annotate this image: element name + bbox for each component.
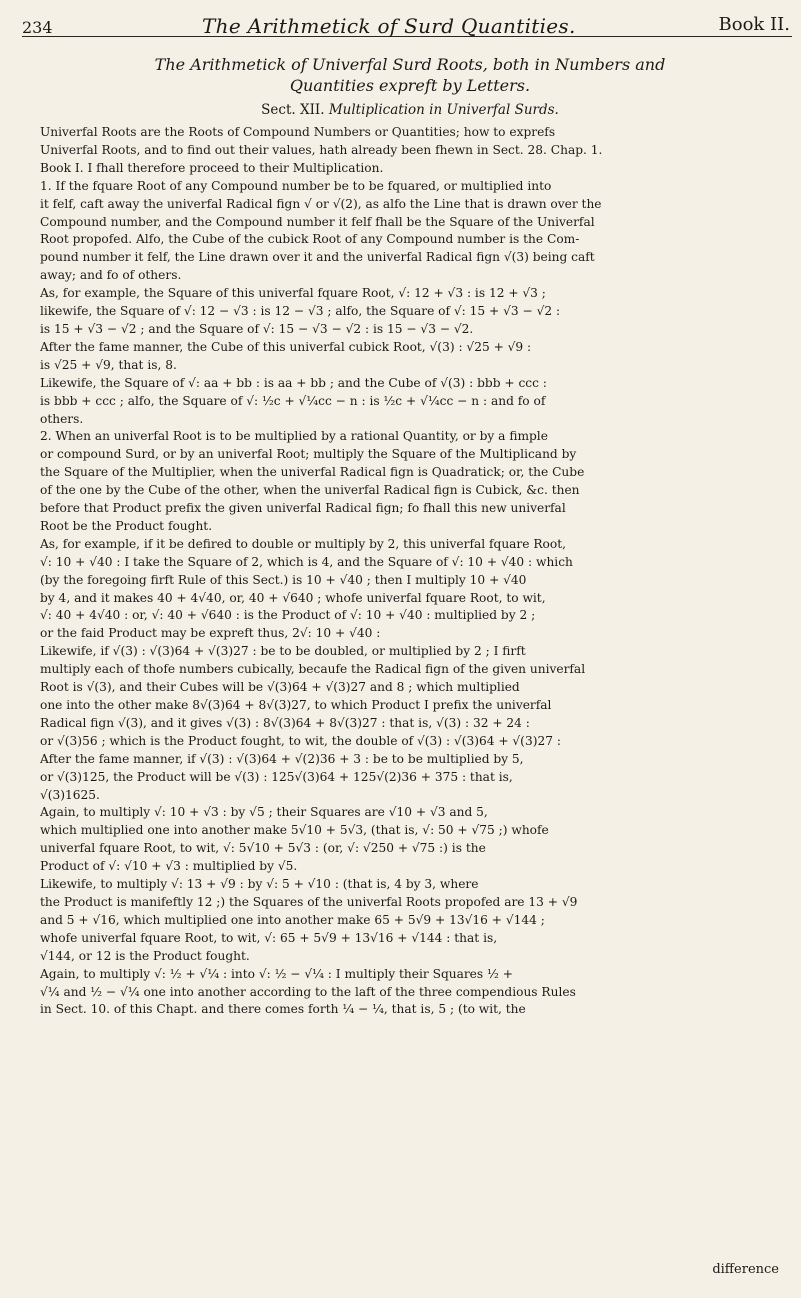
text-line: or the faid Product may be expreft thus, 2√: 10 + √40 :	[40, 626, 381, 641]
text-line: Root propofed. Alfo, the Cube of the cubick Root of any Compound number is the Com-	[40, 232, 580, 247]
text-line: Univerfal Roots are the Roots of Compound Numbers or Quantities; how to exprefs	[40, 125, 556, 139]
text-line: Product of √: √10 + √3 : multiplied by √5.	[40, 859, 298, 874]
text-line: √(3)1625.	[40, 787, 100, 802]
catchword: difference	[712, 1262, 779, 1277]
text-line: After the fame manner, if √(3) : √(3)64 + √(2)36 + 3 : be to be multiplied by 5,	[40, 751, 524, 766]
text-line: is √25 + √9, that is, 8.	[40, 357, 177, 372]
book-label: Book II.	[718, 14, 790, 35]
text-line: pound number it felf, the Line drawn over it and the univerfal Radical fign √(3) being caft	[40, 250, 595, 265]
text-line: Likewife, to multiply √: 13 + √9 : by √: 5 + √10 : (that is, 4 by 3, where	[40, 877, 479, 892]
text-line: Book I. I fhall therefore proceed to their Multiplication.	[40, 160, 384, 175]
text-line: (by the foregoing firft Rule of this Sect.) is 10 + √40 ; then I multiply 10 + √40	[40, 572, 527, 587]
text-line: is 15 + √3 − √2 ; and the Square of √: 15 − √3 − √2 : is 15 − √3 − √2.	[40, 321, 474, 336]
text-line: or compound Surd, or by an univerfal Root; multiply the Square of the Multiplicand by	[40, 447, 577, 462]
running-header	[22, 6, 792, 37]
text-line: As, for example, the Square of this univerfal fquare Root, √: 12 + √3 : is 12 + √3 ;	[40, 286, 546, 301]
text-line: Root is √(3), and their Cubes will be √(3)64 + √(3)27 and 8 ; which multiplied	[40, 680, 520, 695]
section-title: Multiplication in Univerfal Surds.	[328, 102, 559, 118]
chapter-title	[30, 54, 790, 96]
text-line: before that Product prefix the given univerfal Radical fign; fo fhall this new univerfal	[40, 501, 566, 516]
section-heading	[30, 102, 790, 118]
text-line: Likewife, if √(3) : √(3)64 + √(3)27 : be to be doubled, or multiplied by 2 ; I firft	[40, 644, 526, 659]
running-title: The Arithmetick of Surd Quantities.	[202, 14, 576, 38]
text-line: the Product is manifeftly 12 ;) the Squares of the univerfal Roots propofed are 13 + √9	[40, 894, 578, 909]
text-line: by 4, and it makes 40 + 4√40, or, 40 + √640 ; whofe univerfal fquare Root, to wit,	[40, 590, 546, 605]
text-line: √¼ and ½ − √¼ one into another according to the laft of the three compendious Rules	[40, 984, 576, 999]
text-line: Likewife, the Square of √: aa + bb : is aa + bb ; and the Cube of √(3) : bbb + ccc :	[40, 375, 547, 390]
text-line: whofe univerfal fquare Root, to wit, √: 65 + 5√9 + 13√16 + √144 : that is,	[40, 930, 498, 945]
text-line: √: 40 + 4√40 : or, √: 40 + √640 : is the Product of √: 10 + √40 : multiplied by 2 ;	[40, 608, 536, 623]
text-line: Again, to multiply √: ½ + √¼ : into √: ½ − √¼ : I multiply their Squares ½ +	[40, 966, 513, 981]
text-line: After the fame manner, the Cube of this univerfal cubick Root, √(3) : √25 + √9 :	[40, 339, 532, 354]
text-line: likewife, the Square of √: 12 − √3 : is 12 − √3 ; alfo, the Square of √: 15 + √3 − √2 :	[40, 304, 561, 319]
text-line: it felf, caft away the univerfal Radical fign √ or √(2), as alfo the Line that is drawn over the	[40, 196, 602, 211]
text-line: one into the other make 8√(3)64 + 8√(3)27, to which Product I prefix the univerfal	[40, 698, 552, 712]
text-line: others.	[40, 411, 84, 426]
text-line: which multiplied one into another make 5√10 + 5√3, (that is, √: 50 + √75 ;) whofe	[40, 823, 549, 838]
text-line: Univerfal Roots, and to find out their values, hath already been fhewn in Sect. 28. Chap. 1.	[40, 142, 603, 157]
section-label: Sect. XII.	[261, 102, 325, 118]
text-line: 2. When an univerfal Root is to be multiplied by a rational Quantity, or by a fimple	[40, 429, 548, 444]
text-line: 1. If the fquare Root of any Compound number be to be fquared, or multiplied into	[40, 178, 552, 193]
text-line: √: 10 + √40 : I take the Square of 2, which is 4, and the Square of √: 10 + √40 : which	[40, 554, 573, 569]
text-line: and 5 + √16, which multiplied one into another make 65 + 5√9 + 13√16 + √144 ;	[40, 912, 545, 927]
text-line: Again, to multiply √: 10 + √3 : by √5 ; their Squares are √10 + √3 and 5,	[40, 805, 488, 820]
text-line: Radical fign √(3), and it gives √(3) : 8√(3)64 + 8√(3)27 : that is, √(3) : 32 + 24 :	[40, 715, 530, 730]
text-line: or √(3)56 ; which is the Product fought, to wit, the double of √(3) : √(3)64 + √(3)27 :	[40, 733, 561, 748]
chapter-title-line: The Arithmetick of Univerfal Surd Roots, both in Numbers and	[154, 55, 666, 74]
text-line: As, for example, if it be defired to double or multiply by 2, this univerfal fquare Root,	[40, 536, 566, 551]
text-line: or √(3)125, the Product will be √(3) : 125√(3)64 + 125√(2)36 + 375 : that is,	[40, 769, 513, 784]
text-line: in Sect. 10. of this Chapt. and there comes forth ¼ − ¼, that is, 5 ; (to wit, the	[40, 1002, 526, 1017]
page-number: 234	[22, 18, 53, 37]
text-line: Root be the Product fought.	[40, 518, 213, 533]
body-text	[40, 124, 782, 1019]
text-line: √144, or 12 is the Product fought.	[40, 948, 250, 963]
chapter-title-line: Quantities expreft by Letters.	[289, 76, 531, 95]
text-line: is bbb + ccc ; alfo, the Square of √: ½c + √¼cc − n : is ½c + √¼cc − n : and fo of	[40, 393, 546, 408]
text-line: of the one by the Cube of the other, when the univerfal Radical fign is Cubick, &c. then	[40, 483, 580, 498]
text-line: the Square of the Multiplier, when the univerfal Radical fign is Quadratick; or, the Cube	[40, 465, 585, 480]
text-line: away; and fo of others.	[40, 268, 182, 283]
text-line: univerfal fquare Root, to wit, √: 5√10 + 5√3 : (or, √: √250 + √75 :) is the	[40, 841, 486, 856]
text-line: Compound number, and the Compound number it felf fhall be the Square of the Univerfal	[40, 214, 595, 229]
text-line: multiply each of thofe numbers cubically, becaufe the Radical fign of the given univerfal	[40, 662, 586, 677]
